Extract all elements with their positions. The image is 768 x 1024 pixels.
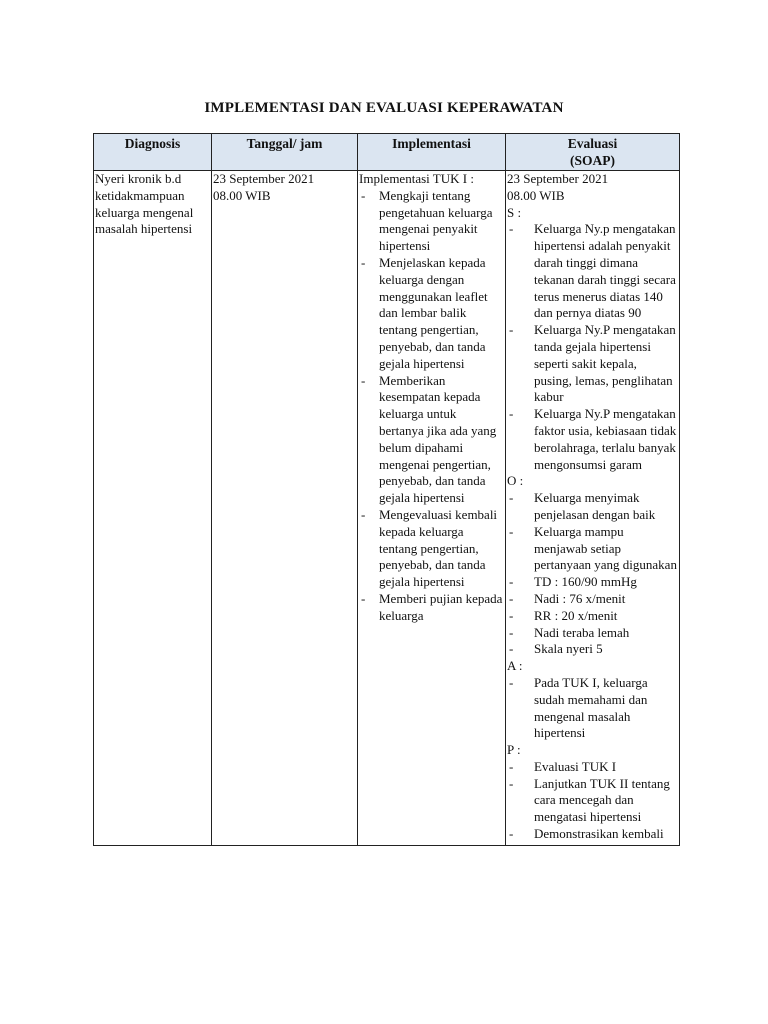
table-header-row: [94, 134, 680, 171]
list-item: [507, 490, 678, 524]
list-item: [507, 524, 678, 574]
list-item: [359, 507, 504, 591]
soap-section-list: [507, 675, 678, 742]
list-item-text: TD : 160/90 mmHg: [534, 574, 637, 590]
list-item-text: Pada TUK I, keluarga sudah memahami dan mengenal masalah hipertensi: [534, 674, 648, 741]
bullet-dash: -: [361, 372, 366, 388]
bullet-dash: -: [509, 574, 514, 590]
list-item-text: Keluarga Ny.p mengatakan hipertensi adalah penyakit darah tinggi dimana tekanan darah tinggi secara terus menerus diatas 140 dan pernya diatas 90: [534, 221, 676, 321]
list-item: [507, 641, 678, 658]
bullet-dash: -: [361, 590, 366, 606]
bullet-dash: -: [509, 590, 514, 606]
evaluation-time: 08.00 WIB: [507, 187, 565, 203]
list-item: [507, 759, 678, 776]
date-cell: [212, 171, 358, 846]
bullet-dash: -: [509, 322, 514, 338]
evaluation-date: 23 September 2021: [507, 171, 609, 186]
header-evaluation-line1: Evaluasi: [567, 136, 618, 151]
soap-section-label: O :: [507, 473, 524, 489]
list-item: [507, 826, 678, 843]
bullet-dash: -: [509, 674, 514, 690]
bullet-dash: -: [509, 758, 514, 774]
header-implementation: Implementasi: [358, 134, 506, 171]
date-text: 23 September 2021 08.00 WIB: [213, 171, 315, 203]
list-item-text: Lanjutkan TUK II tentang cara mencegah dan mengatasi hipertensi: [534, 775, 670, 825]
bullet-dash: -: [509, 624, 514, 640]
list-item-text: RR : 20 x/menit: [534, 607, 618, 623]
diagnosis-text: Nyeri kronik b.d ketidakmampuan keluarga mengenal masalah hipertensi: [95, 171, 194, 237]
soap-section-label: S :: [507, 204, 522, 220]
table-row: [94, 171, 680, 846]
list-item-text: Nadi teraba lemah: [534, 624, 630, 640]
bullet-dash: -: [509, 775, 514, 791]
list-item-text: Evaluasi TUK I: [534, 758, 617, 774]
list-item-text: Keluarga mampu menjawab setiap pertanyaan yang digunakan: [534, 523, 677, 573]
soap-section-list: [507, 490, 678, 658]
list-item: [507, 608, 678, 625]
list-item: [507, 591, 678, 608]
soap-sections: [507, 205, 678, 843]
evaluation-cell: [506, 171, 680, 846]
implementation-heading: Implementasi TUK I :: [359, 171, 474, 186]
soap-section-label: A :: [507, 658, 523, 674]
list-item: [507, 322, 678, 406]
header-date: Tanggal/ jam: [212, 134, 358, 171]
list-item: [359, 255, 504, 373]
bullet-dash: -: [361, 506, 366, 522]
soap-section-label: P :: [507, 742, 521, 758]
list-item: [359, 373, 504, 507]
bullet-dash: -: [361, 254, 366, 270]
header-evaluation: [506, 134, 680, 171]
list-item-text: Demonstrasikan kembali: [534, 826, 664, 842]
list-item-text: Nadi : 76 x/menit: [534, 590, 626, 606]
header-diagnosis: Diagnosis: [94, 134, 212, 171]
bullet-dash: -: [509, 607, 514, 623]
list-item: [507, 406, 678, 473]
page-title: IMPLEMENTASI DAN EVALUASI KEPERAWATAN: [204, 100, 564, 116]
list-item: [359, 188, 504, 255]
implementation-list: [359, 188, 504, 625]
bullet-dash: -: [509, 490, 514, 506]
bullet-dash: -: [509, 523, 514, 539]
list-item-text: Mengevaluasi kembali kepada keluarga tentang pengertian, penyebab, dan tanda gejala hipertensi: [379, 506, 498, 590]
bullet-dash: -: [509, 406, 514, 422]
list-item-text: Menjelaskan kepada keluarga dengan menggunakan leaflet dan lembar balik tentang pengertian, penyebab, dan tanda gejala hipertensi: [379, 254, 488, 371]
list-item: [507, 625, 678, 642]
list-item-text: Memberikan kesempatan kepada keluarga untuk bertanya jika ada yang belum dipahami mengenai pengertian, penyebab, dan tanda gejala hipertensi: [379, 372, 497, 506]
list-item-text: Keluarga menyimak penjelasan dengan baik: [534, 490, 656, 522]
list-item: [359, 591, 504, 625]
implementation-evaluation-table: [93, 133, 680, 846]
diagnosis-cell: [94, 171, 212, 846]
bullet-dash: -: [509, 826, 514, 842]
soap-section-list: [507, 759, 678, 843]
list-item: [507, 776, 678, 826]
header-evaluation-line2: (SOAP): [570, 152, 615, 168]
list-item-text: Memberi pujian kepada keluarga: [379, 590, 503, 623]
list-item: [507, 221, 678, 322]
list-item: [507, 574, 678, 591]
list-item-text: Keluarga Ny.P mengatakan faktor usia, kebiasaan tidak berolahraga, terlalu banyak mengonsumsi garam: [534, 406, 677, 472]
list-item-text: Skala nyeri 5: [534, 641, 603, 657]
implementation-cell: [358, 171, 506, 846]
list-item: [507, 675, 678, 742]
bullet-dash: -: [509, 641, 514, 657]
bullet-dash: -: [509, 221, 514, 237]
bullet-dash: -: [361, 187, 366, 203]
list-item-text: Keluarga Ny.P mengatakan tanda gejala hipertensi seperti sakit kepala, pusing, lemas, penglihatan kabur: [534, 322, 676, 405]
soap-section-list: [507, 221, 678, 473]
list-item-text: Mengkaji tentang pengetahuan keluarga mengenai penyakit hipertensi: [379, 187, 493, 254]
